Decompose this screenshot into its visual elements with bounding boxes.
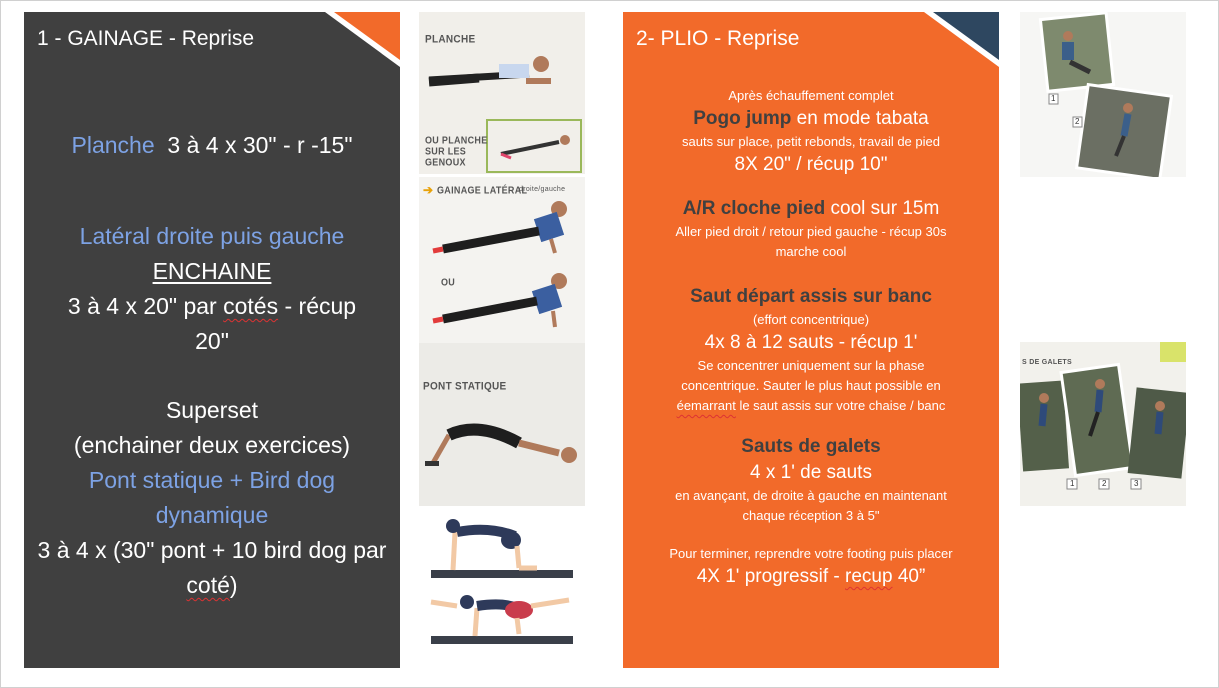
lateral-detail: 3 à 4 x 20" par cotés - récup 20" [67, 293, 357, 354]
pont-figure [419, 343, 585, 506]
corner-accent [933, 12, 999, 60]
pont-name: Pont statique + Bird dog dynamique [88, 467, 336, 528]
saut-desc-a: Se concentrer uniquement sur la phase [697, 358, 925, 373]
saut-desc-c: éemarrant le saut assis sur votre chaise / banc [676, 398, 946, 413]
plio-panel [623, 12, 999, 668]
finish-desc: Pour terminer, reprendre votre footing puis placer [669, 546, 953, 561]
galets-number-1: 1 [1070, 479, 1075, 488]
pogo-desc: sauts sur place, petit rebonds, travail de pied [682, 134, 940, 149]
lateral-photo: ➔ GAINAGE LATÉRAL droite/gauche OU [419, 177, 585, 351]
photo-number-1: 1 [1051, 94, 1056, 103]
corner-accent [334, 12, 400, 60]
cloche-desc-b: marche cool [775, 244, 847, 259]
galets-caption: S DE GALETS [1022, 358, 1072, 367]
lateral-sub: droite/gauche [519, 185, 566, 194]
galets-detail: 4 x 1' de sauts [750, 462, 872, 483]
intro-text: Après échauffement complet [728, 88, 894, 103]
pogo-detail: 8X 20" / récup 10" [734, 154, 888, 175]
planche-name: Planche [71, 132, 155, 158]
saut-desc-b: concentrique. Sauter le plus haut possible en [681, 378, 941, 393]
galets-desc-b: chaque réception 3 à 5" [742, 508, 880, 523]
gainage-title: 1 - GAINAGE - Reprise [37, 27, 255, 50]
galets-desc-a: en avançant, de droite à gauche en maintenant [675, 488, 947, 503]
cloche-name: A/R cloche pied [682, 198, 826, 219]
cloche-line: A/R cloche pied cool sur 15m [682, 198, 940, 219]
photo-number-2: 2 [1075, 117, 1080, 126]
saut-assis-figures [1020, 12, 1186, 177]
saut-effort: (effort concentrique) [752, 312, 870, 327]
pont-detail: 3 à 4 x (30" pont + 10 bird dog par coté) [37, 537, 387, 598]
ou-planche-caption: OU PLANCHE SUR LES GENOUX [425, 134, 488, 168]
cloche-desc-a: Aller pied droit / retour pied gauche - récup 30s [675, 224, 947, 239]
bird-dog-figures [419, 506, 585, 668]
lateral-caption: GAINAGE LATÉRAL [437, 184, 528, 196]
gainage-panel [24, 12, 400, 668]
enchaine-label: ENCHAINE [152, 258, 272, 284]
planche-photo [419, 12, 585, 174]
galets-name: Sauts de galets [741, 436, 881, 457]
saut-detail: 4x 8 à 12 sauts - récup 1' [704, 332, 918, 353]
finish-detail: 4X 1' progressif - recup 40” [696, 566, 926, 587]
superset-label: Superset [165, 397, 259, 423]
pont-photo [419, 343, 585, 506]
ou-caption: OU [441, 276, 456, 288]
saut-name: Saut départ assis sur banc [690, 286, 932, 307]
planche-line [24, 128, 400, 163]
lateral-figures [419, 177, 585, 351]
superset-desc: (enchainer deux exercices) [73, 432, 351, 458]
saut-assis-photo [1020, 12, 1186, 177]
pont-caption: PONT STATIQUE [423, 380, 507, 393]
lateral-name: Latéral droite puis gauche [79, 223, 345, 249]
pogo-line: Pogo jump en mode tabata [693, 108, 929, 129]
plio-content [623, 86, 999, 590]
pogo-name: Pogo jump [693, 108, 792, 129]
galets-number-2: 2 [1102, 479, 1107, 488]
galets-photo [1020, 342, 1186, 506]
plio-title: 2- PLIO - Reprise [636, 27, 800, 50]
bird-dog-illustration [419, 506, 585, 668]
gainage-content [24, 128, 400, 603]
planche-caption: PLANCHE [425, 33, 476, 46]
planche-detail: 3 à 4 x 30" - r -15" [167, 132, 353, 158]
galets-number-3: 3 [1134, 479, 1139, 488]
